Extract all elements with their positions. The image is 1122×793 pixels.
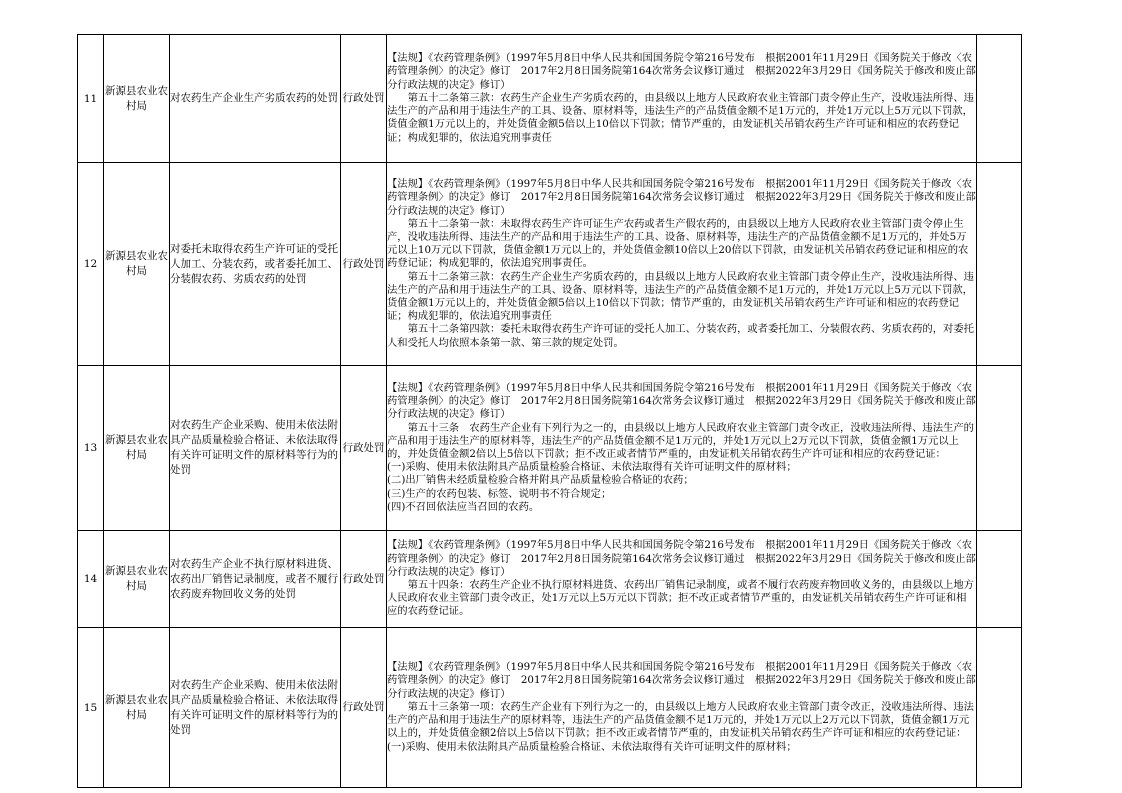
row-number: 11 bbox=[78, 35, 104, 163]
legal-basis-cell bbox=[387, 531, 977, 628]
category-cell: 行政处罚 bbox=[341, 531, 387, 628]
basis-paragraph: 第五十二条第一款：未取得农药生产许可证生产农药或者生产假农药的，由县级以上地方人民政府农业主管部门责令停止生产，没收违法所得、违法生产的产品和用于违法生产的工具、设备、原材料等，违法生产的产品货值金额不足1万元的，并处5万元以上10万元以下罚款，货值金额1万元以上的，并处货值金额10倍以上20倍以下罚款，由发证机关吊销农药登记证和相应的农药登记证；构成犯罪的，依法追究刑事责任。 bbox=[387, 217, 969, 270]
department-cell: 新源县农业农村局 bbox=[104, 531, 170, 628]
basis-paragraph: 第五十三条 农药生产企业有下列行为之一的，由县级以上地方人民政府农业主管部门责令改正，没收违法所得、违法生产的产品和用于违法生产的原材料等，违法生产的产品货值金额不足1万元的，并处1万元以上2万元以下罚款，货值金额1万元以上的，并处货值金额2倍以上5倍以下罚款；拒不改正或者情节严重的，由发证机关吊销农药生产许可证和相应的农药登记证： bbox=[387, 421, 974, 460]
basis-paragraph: (三)生产的农药包装、标签、说明书不符合规定； bbox=[387, 487, 612, 500]
penalty-item-cell: 对农药生产企业采购、使用未依法附具产品质量检验合格证、未依法取得有关许可证明文件的原材料等行为的处罚 bbox=[170, 628, 341, 788]
basis-paragraph: 第五十四条：农药生产企业不执行原材料进货、农药出厂销售记录制度，或者不履行农药废弃物回收义务的，由县级以上地方人民政府农业主管部门责令改正，处1万元以上5万元以下罚款；拒不改正或者情节严重的，由发证机关吊销农药生产许可证和相应的农药登记证。 bbox=[387, 579, 974, 618]
basis-paragraph: (一)采购、使用未依法附具产品质量检验合格证、未依法取得有关许可证明文件的原材料； bbox=[387, 740, 797, 753]
category-cell: 行政处罚 bbox=[341, 366, 387, 531]
penalty-item-cell: 对农药生产企业生产劣质农药的处罚 bbox=[170, 35, 341, 163]
remarks-cell bbox=[977, 531, 1022, 628]
remarks-cell bbox=[977, 163, 1022, 366]
basis-paragraph: (一)采购、使用未依法附具产品质量检验合格证、未依法取得有关许可证明文件的原材料； bbox=[387, 461, 797, 474]
row-number: 12 bbox=[78, 163, 104, 366]
basis-paragraph: (二)出厂销售未经质量检验合格并附具产品质量检验合格证的农药； bbox=[387, 474, 694, 487]
basis-paragraph: 第五十二条第四款：委托未取得农药生产许可证的受托人加工、分装农药，或者委托加工、分装假农药、劣质农药的，对委托人和受托人均依照本条第一款、第三款的规定处罚。 bbox=[387, 323, 974, 349]
table-row bbox=[78, 366, 1022, 531]
legal-basis-cell bbox=[387, 35, 977, 163]
remarks-cell bbox=[977, 366, 1022, 531]
basis-paragraph: 【法规】《农药管理条例》（1997年5月8日中华人民共和国国务院令第216号发布 根据2001年11月29日《国务院关于修改〈农药管理条例〉的决定》修订 2017年2月8日国务院第164次常务会议修订通过 根据2022年3月29日《国务院关于修改和废止部分行政法规的决定》修订） bbox=[387, 661, 976, 700]
basis-paragraph: (四)不召回依法应当召回的农药。 bbox=[387, 500, 540, 513]
category-cell: 行政处罚 bbox=[341, 628, 387, 788]
row-number: 13 bbox=[78, 366, 104, 531]
row-number: 15 bbox=[78, 628, 104, 788]
basis-paragraph: 【法规】《农药管理条例》（1997年5月8日中华人民共和国国务院令第216号发布 根据2001年11月29日《国务院关于修改〈农药管理条例〉的决定》修订 2017年2月8日国务院第164次常务会议修订通过 根据2022年3月29日《国务院关于修改和废止部分行政法规的决定》修订） bbox=[387, 52, 976, 91]
table-row bbox=[78, 35, 1022, 163]
basis-paragraph: 第五十二条第三款：农药生产企业生产劣质农药的，由县级以上地方人民政府农业主管部门责令停止生产，没收违法所得、违法生产的产品和用于违法生产的工具、设备、原材料等，违法生产的产品货值金额不足1万元的，并处1万元以上5万元以下罚款，货值金额1万元以上的，并处货值金额5倍以上10倍以下罚款；情节严重的，由发证机关吊销农药生产许可证和相应的农药登记证；构成犯罪的，依法追究刑事责任 bbox=[387, 91, 974, 144]
penalty-item-cell: 对农药生产企业采购、使用未依法附具产品质量检验合格证、未依法取得有关许可证明文件的原材料等行为的处罚 bbox=[170, 366, 341, 531]
basis-paragraph: 【法规】《农药管理条例》（1997年5月8日中华人民共和国国务院令第216号发布 根据2001年11月29日《国务院关于修改〈农药管理条例〉的决定》修订 2017年2月8日国务院第164次常务会议修订通过 根据2022年3月29日《国务院关于修改和废止部分行政法规的决定》修订） bbox=[387, 178, 976, 217]
legal-basis-cell bbox=[387, 366, 977, 531]
department-cell: 新源县农业农村局 bbox=[104, 628, 170, 788]
basis-paragraph: 【法规】《农药管理条例》（1997年5月8日中华人民共和国国务院令第216号发布 根据2001年11月29日《国务院关于修改〈农药管理条例〉的决定》修订 2017年2月8日国务院第164次常务会议修订通过 根据2022年3月29日《国务院关于修改和废止部分行政法规的决定》修订） bbox=[387, 539, 976, 578]
table-row bbox=[78, 163, 1022, 366]
penalty-table bbox=[77, 34, 1022, 788]
penalty-item-cell: 对委托未取得农药生产许可证的受托人加工、分装农药，或者委托加工、分装假农药、劣质农药的处罚 bbox=[170, 163, 341, 366]
remarks-cell bbox=[977, 628, 1022, 788]
category-cell: 行政处罚 bbox=[341, 163, 387, 366]
legal-basis-cell bbox=[387, 163, 977, 366]
table-row bbox=[78, 628, 1022, 788]
category-cell: 行政处罚 bbox=[341, 35, 387, 163]
basis-paragraph: 第五十二条第三款：农药生产企业生产劣质农药的，由县级以上地方人民政府农业主管部门责令停止生产，没收违法所得、违法生产的产品和用于违法生产的工具、设备、原材料等，违法生产的产品货值金额不足1万元的，并处1万元以上5万元以下罚款，货值金额1万元以上的，并处货值金额5倍以上10倍以下罚款；情节严重的，由发证机关吊销农药生产许可证和相应的农药登记证；构成犯罪的，依法追究刑事责任 bbox=[387, 270, 974, 323]
department-cell: 新源县农业农村局 bbox=[104, 163, 170, 366]
basis-paragraph: 第五十三条第一项：农药生产企业有下列行为之一的，由县级以上地方人民政府农业主管部门责令改正，没收违法所得、违法生产的产品和用于违法生产的原材料等，违法生产的产品货值金额不足1万元的，并处1万元以上2万元以下罚款，货值金额1万元以上的，并处货值金额2倍以上5倍以下罚款；拒不改正或者情节严重的，由发证机关吊销农药生产许可证和相应的农药登记证： bbox=[387, 700, 974, 740]
table-row bbox=[78, 531, 1022, 628]
remarks-cell bbox=[977, 35, 1022, 163]
department-cell: 新源县农业农村局 bbox=[104, 366, 170, 531]
legal-basis-cell bbox=[387, 628, 977, 788]
basis-paragraph: 【法规】《农药管理条例》（1997年5月8日中华人民共和国国务院令第216号发布 根据2001年11月29日《国务院关于修改〈农药管理条例〉的决定》修订 2017年2月8日国务院第164次常务会议修订通过 根据2022年3月29日《国务院关于修改和废止部分行政法规的决定》修订） bbox=[387, 381, 976, 421]
row-number: 14 bbox=[78, 531, 104, 628]
penalty-item-cell: 对农药生产企业不执行原材料进货、农药出厂销售记录制度，或者不履行农药废弃物回收义务的处罚 bbox=[170, 531, 341, 628]
department-cell: 新源县农业农村局 bbox=[104, 35, 170, 163]
